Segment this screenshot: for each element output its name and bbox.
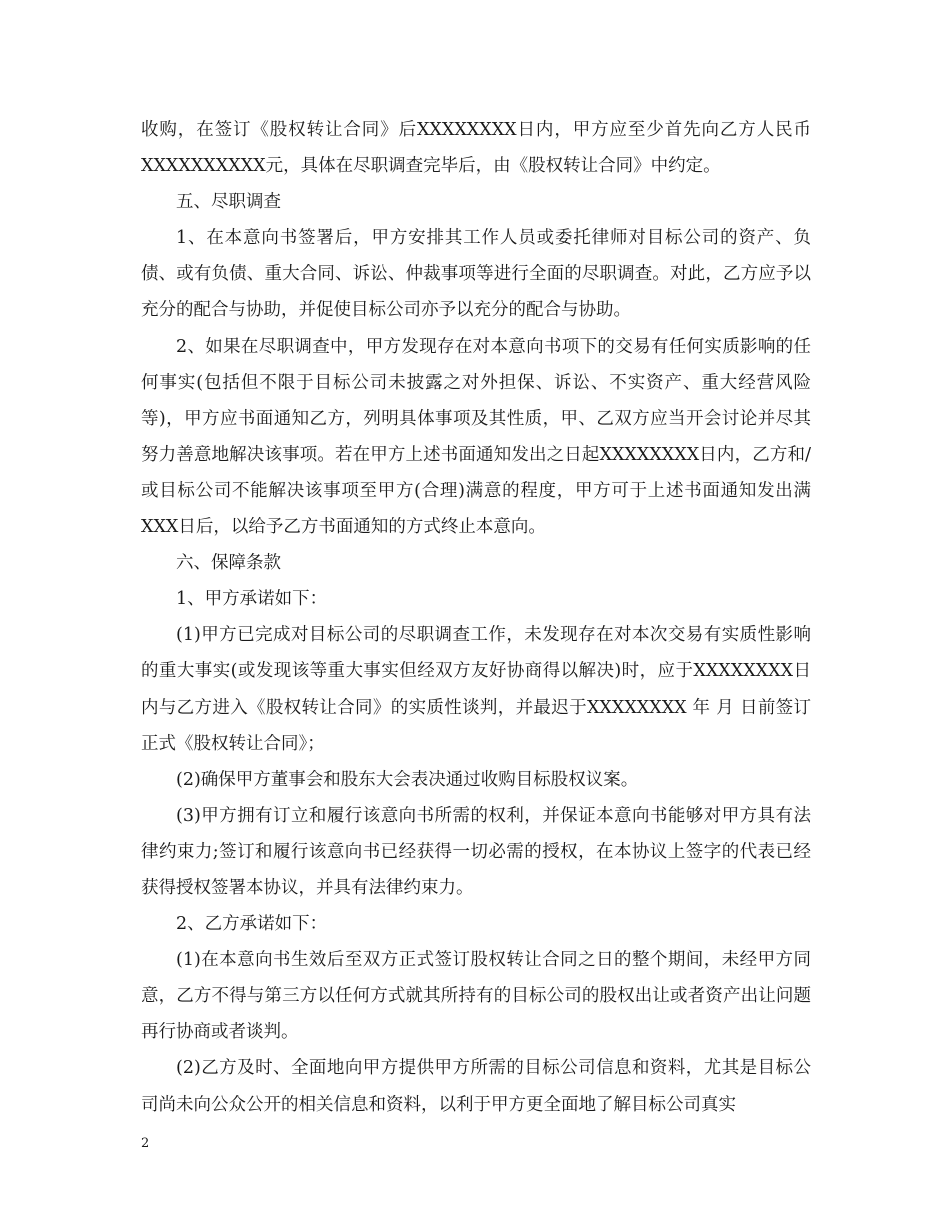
paragraph: 1、甲方承诺如下： (176, 589, 328, 610)
paragraph: 收购，在签订《股权转让合同》后XXXXXXXX日内，甲方应至少首先向乙方人民币XXXXXXXXXX元，具体在尽职调查完毕后，由《股权转让合同》中约定。 (141, 120, 811, 177)
paragraph: (2)确保甲方董事会和股东大会表决通过收购目标股权议案。 (176, 769, 639, 790)
paragraph: 2、如果在尽职调查中，甲方发现存在对本意向书项下的交易有任何实质影响的任何事实(包括但不限于目标公司未披露之对外担保、诉讼、不实资产、重大经营风险等)，甲方应书面通知乙方，列明具体事项及其性质，甲、乙双方应当开会讨论并尽其努力善意地解决该事项。若在甲方上述书面通知发出之日起XXXXXXXX日内，乙方和/或目标公司不能解决该事项至甲方(合理)满意的程度，甲方可于上述书面通知发出满XXX日后，以给予乙方书面通知的方式终止本意向。 (141, 336, 811, 538)
page-number: 2 (141, 1136, 150, 1151)
paragraph: 五、尽职调查 (176, 192, 281, 213)
paragraph: (1)在本意向书生效后至双方正式签订股权转让合同之日的整个期间，未经甲方同意，乙方不得与第三方以任何方式就其所持有的目标公司的股权出让或者资产出让问题再行协商或者谈判。 (141, 950, 811, 1043)
paragraph: (1)甲方已完成对目标公司的尽职调查工作，未发现存在对本次交易有实质性影响的重大事实(或发现该等重大事实但经双方友好协商得以解决)时，应于XXXXXXXX日内与乙方进入《股权转让合同》的实质性谈判，并最迟于XXXXXXXX 年 月 日前签订正式《股权转让合同》； (141, 625, 811, 754)
paragraph: 2、乙方承诺如下： (176, 914, 328, 935)
paragraph: (3)甲方拥有订立和履行该意向书所需的权利，并保证本意向书能够对甲方具有法律约束力;签订和履行该意向书已经获得一切必需的授权，在本协议上签字的代表已经获得授权签署本协议，并具有法律约束力。 (141, 805, 811, 898)
paragraph: (2)乙方及时、全面地向甲方提供甲方所需的目标公司信息和资料，尤其是目标公司尚未向公众公开的相关信息和资料，以利于甲方更全面地了解目标公司真实 (141, 1058, 811, 1115)
paragraph: 1、在本意向书签署后，甲方安排其工作人员或委托律师对目标公司的资产、负债、或有负债、重大合同、诉讼、仲裁事项等进行全面的尽职调查。对此，乙方应予以充分的配合与协助，并促使目标公司亦予以充分的配合与协助。 (141, 228, 811, 321)
document-body (141, 112, 811, 1123)
paragraph: 六、保障条款 (176, 553, 281, 574)
